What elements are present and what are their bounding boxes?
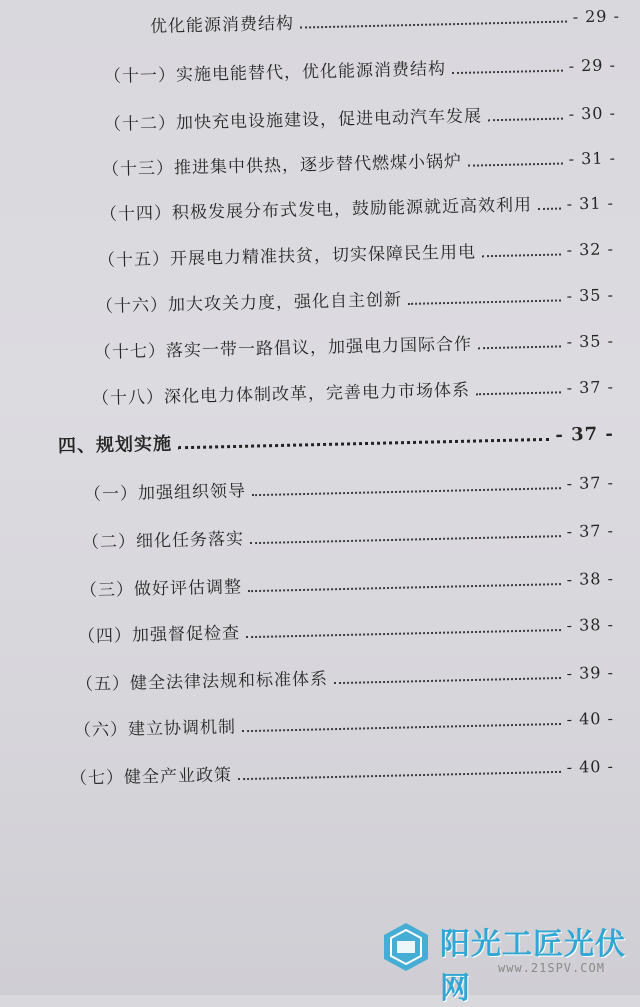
toc-entry-title: （十二）加快充电设施建设，促进电动汽车发展	[103, 106, 483, 135]
toc-leader	[300, 20, 567, 29]
toc-entry-title: （五）健全法律法规和标准体系	[75, 669, 329, 695]
toc-leader	[538, 207, 561, 211]
toc-page-number: - 29 -	[568, 55, 617, 76]
toc-entry-title: （十四）积极发展分布式发电，鼓励能源就近高效利用	[99, 195, 533, 225]
toc-leader	[248, 582, 561, 592]
toc-leader	[178, 437, 549, 449]
watermark-brand: 阳光工匠光伏网	[440, 927, 626, 1006]
toc-leader	[252, 486, 561, 496]
toc-page-number: - 32 -	[566, 239, 615, 260]
toc-page-number: - 39 -	[566, 662, 615, 683]
toc-entry-title: （十三）推进集中供热，逐步替代燃煤小锅炉	[101, 151, 463, 180]
toc-section-title: 四、规划实施	[57, 433, 173, 457]
toc-page-number: - 35 -	[566, 285, 615, 306]
toc-entry	[70, 752, 614, 789]
toc-page-number: - 31 -	[566, 193, 615, 214]
toc-leader	[478, 344, 561, 349]
toc-page-number: - 29 -	[572, 6, 621, 27]
toc-entry	[92, 372, 614, 409]
toc-page-number: - 37 -	[555, 423, 615, 446]
toc-entry-title: （三）做好评估调整	[79, 577, 243, 601]
toc-page-number: - 40 -	[566, 756, 615, 777]
toc-entry-title: 优化能源消费结构	[149, 13, 295, 37]
toc-entry-title: （十五）开展电力精准扶贫，切实保障民生用电	[97, 242, 477, 271]
toc-entry	[78, 610, 614, 647]
toc-entry	[150, 1, 620, 37]
toc-entry-title: （一）加强组织领导	[83, 481, 247, 505]
toc-leader	[482, 253, 561, 258]
toc-entry-title: （十八）深化电力体制改革，完善电力市场体系	[91, 380, 471, 409]
toc-leader	[334, 676, 561, 684]
toc-entry-title: （四）加强督促检查	[77, 623, 241, 647]
toc-page-number: - 40 -	[566, 708, 615, 729]
toc-page-number: - 35 -	[566, 331, 615, 352]
toc-leader	[242, 722, 561, 732]
toc-page-number: - 37 -	[566, 377, 615, 398]
toc-entry	[82, 516, 614, 553]
toc-entry	[94, 326, 614, 363]
toc-leader	[488, 117, 563, 122]
toc-entry-title: （十一）实施电能替代，优化能源消费结构	[103, 59, 447, 87]
watermark-url: www.21SPV.COM	[498, 961, 605, 975]
toc-entry-title: （十六）加大攻关力度，强化自主创新	[95, 290, 403, 317]
toc-page-number: - 37 -	[566, 520, 615, 542]
toc-leader	[246, 628, 561, 638]
toc-page-number: - 30 -	[568, 103, 617, 124]
toc-section-entry	[58, 419, 614, 458]
toc-entry	[74, 704, 614, 741]
toc-leader	[452, 69, 563, 75]
toc-entry	[98, 234, 614, 271]
toc-entry-title: （十七）落实一带一路倡议，加强电力国际合作	[93, 334, 473, 363]
toc-entry	[76, 658, 614, 695]
toc-leader	[408, 298, 561, 304]
toc-entry	[84, 468, 614, 505]
toc-entry-title: （七）健全产业政策	[69, 765, 233, 789]
toc-leader	[250, 534, 561, 544]
toc-page-number: - 38 -	[566, 614, 615, 635]
toc-entry	[100, 188, 614, 225]
brand-logo-icon	[380, 921, 432, 973]
toc-entry	[102, 143, 616, 180]
toc-entry	[96, 280, 614, 317]
toc-page-number: - 37 -	[566, 472, 615, 494]
toc-page-number: - 38 -	[566, 568, 615, 589]
toc-leader	[238, 770, 561, 780]
site-watermark	[380, 917, 630, 1006]
toc-leader	[476, 390, 561, 395]
toc-entry	[80, 564, 614, 601]
toc-entry-title: （二）细化任务落实	[81, 529, 245, 553]
toc-page-number: - 31 -	[568, 148, 617, 169]
toc-entry	[104, 98, 616, 135]
toc-entry	[104, 50, 616, 87]
toc-entry-title: （六）建立协调机制	[73, 717, 237, 741]
toc-leader	[468, 162, 563, 167]
